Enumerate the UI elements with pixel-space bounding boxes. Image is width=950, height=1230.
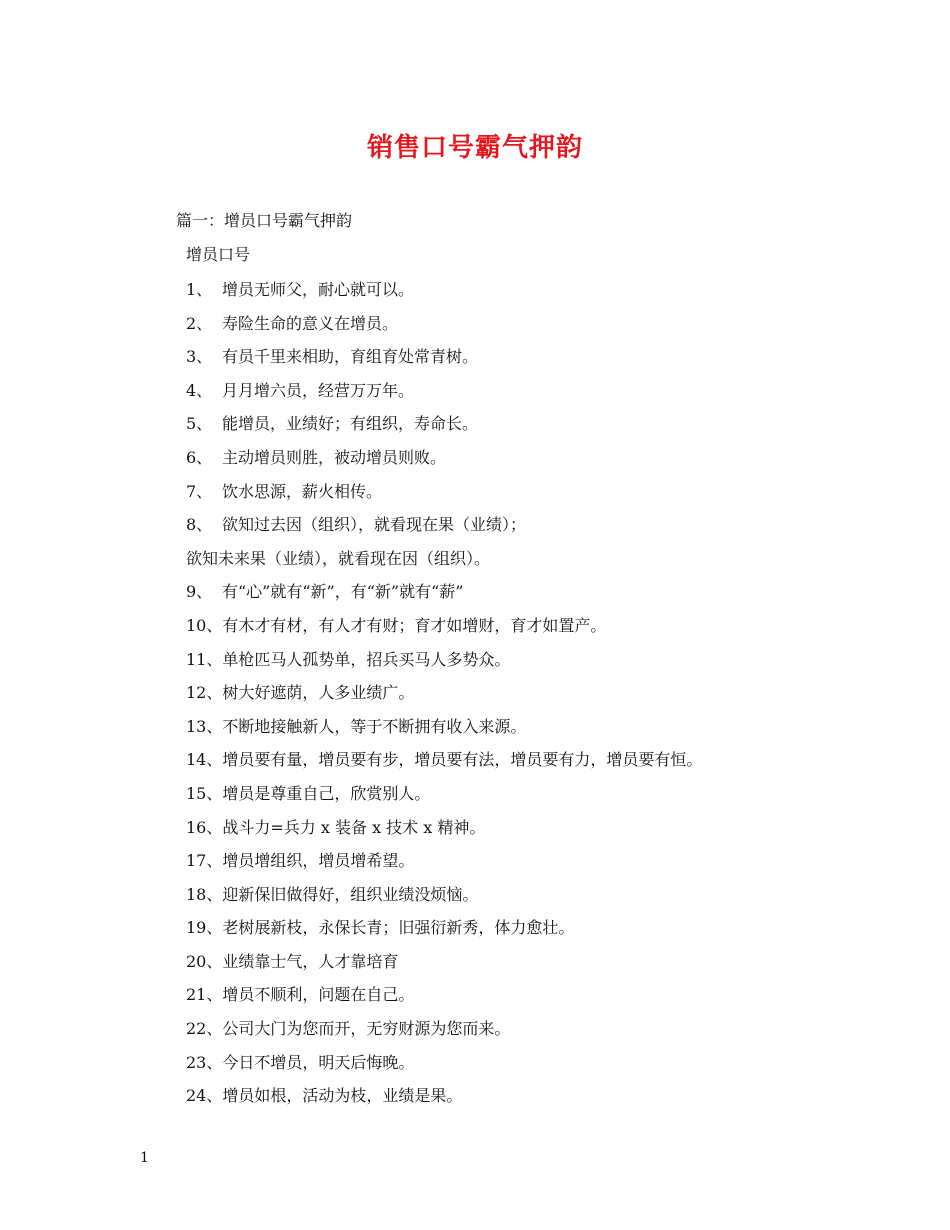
list-item-number: 2、: [186, 313, 213, 333]
list-item: [186, 911, 866, 945]
list-item-number: 7、: [186, 481, 213, 501]
list-item-text: 欲知未来果（业绩），就看现在因（组织）。: [186, 548, 491, 568]
list-item-text: 增员要有量，增员要有步，增员要有法，增员要有力，增员要有恒。: [222, 750, 703, 770]
list-item-number: 13、: [186, 716, 223, 736]
list-item: [186, 777, 866, 811]
list-item: [186, 441, 866, 475]
list-item: [186, 340, 866, 374]
list-item-text: 公司大门为您而开，无穷财源为您而来。: [222, 1019, 511, 1039]
list-item-text: 增员是尊重自己，欣赏别人。: [222, 783, 431, 803]
list-item-number: 15、: [186, 783, 223, 803]
list-item-number: 11、: [186, 649, 223, 669]
list-item-text: 有员千里来相助，育组育处常青树。: [222, 347, 479, 367]
list-item: [186, 273, 866, 307]
list-item: [186, 407, 866, 441]
list-item: [186, 844, 866, 878]
list-item-text: 增员不顺利，问题在自己。: [222, 985, 415, 1005]
list-item-text: 战斗力=兵力 x 装备 x 技术 x 精神。: [222, 817, 486, 837]
slogan-list: [186, 273, 866, 1113]
page-number: 1: [140, 1150, 149, 1166]
list-item: [186, 609, 866, 643]
list-item-text: 欲知过去因（组织），就看现在果（业绩）；: [222, 515, 527, 535]
list-item-text: 饮水思源，薪火相传。: [222, 481, 383, 501]
list-item: [186, 811, 866, 845]
list-item-text: 有木才有材，有人才有财；育才如增财，育才如置产。: [222, 615, 607, 635]
list-item: [186, 1079, 866, 1113]
list-item-number: 6、: [186, 447, 213, 467]
list-item-number: 18、: [186, 884, 223, 904]
list-item-number: 12、: [186, 683, 223, 703]
list-item-text: 今日不增员，明天后悔晚。: [222, 1052, 415, 1072]
list-item-number: 9、: [186, 582, 213, 602]
list-item-number: 19、: [186, 918, 223, 938]
list-item-number: 22、: [186, 1019, 223, 1039]
list-item-text: 有“心”就有“新”，有“新”就有“薪”: [222, 582, 464, 602]
list-item: [186, 374, 866, 408]
list-item-number: 10、: [186, 615, 223, 635]
list-item-number: 23、: [186, 1052, 223, 1072]
list-item-text: 树大好遮荫，人多业绩广。: [222, 683, 415, 703]
list-item-text: 单枪匹马人孤势单，招兵买马人多势众。: [222, 649, 511, 669]
list-item: [186, 542, 866, 576]
list-item: [186, 508, 866, 542]
list-item-text: 迎新保旧做得好，组织业绩没烦恼。: [222, 884, 479, 904]
list-item: [186, 710, 866, 744]
list-item-number: 4、: [186, 380, 213, 400]
list-item: [186, 878, 866, 912]
list-item-number: 24、: [186, 1086, 223, 1106]
list-item-number: 14、: [186, 750, 223, 770]
list-item: [186, 1012, 866, 1046]
list-item: [186, 575, 866, 609]
list-item: [186, 743, 866, 777]
list-item-text: 能增员，业绩好；有组织，寿命长。: [222, 414, 479, 434]
list-item: [186, 475, 866, 509]
list-item-number: 17、: [186, 851, 223, 871]
list-item-number: 1、: [186, 280, 213, 299]
list-item-number: 8、: [186, 515, 213, 535]
list-item-text: 增员增组织，增员增希望。: [222, 851, 415, 871]
section-heading: 篇一：增员口号霸气押韵: [176, 211, 353, 230]
list-item-text: 不断地接触新人，等于不断拥有收入来源。: [222, 716, 527, 736]
list-item-number: 21、: [186, 985, 223, 1005]
list-item-number: 16、: [186, 817, 223, 837]
list-item: [186, 1046, 866, 1080]
list-item: [186, 945, 866, 979]
list-item-number: 3、: [186, 347, 213, 367]
list-item-text: 老树展新枝，永保长青；旧强衍新秀，体力愈壮。: [222, 918, 575, 938]
subsection-heading: 增员口号: [186, 245, 251, 264]
list-item-text: 寿险生命的意义在增员。: [222, 313, 399, 333]
list-item: [186, 643, 866, 677]
list-item-number: 5、: [186, 414, 213, 434]
list-item-text: 主动增员则胜，被动增员则败。: [222, 447, 447, 467]
list-item-number: 20、: [186, 951, 223, 971]
list-item-text: 增员无师父，耐心就可以。: [222, 280, 415, 299]
list-item-text: 业绩靠士气，人才靠培育: [222, 951, 399, 971]
list-item: [186, 978, 866, 1012]
list-item: [186, 307, 866, 341]
list-item-text: 增员如根，活动为枝，业绩是果。: [222, 1086, 463, 1106]
list-item: [186, 676, 866, 710]
document-title: 销售口号霸气押韵: [366, 133, 583, 163]
list-item-text: 月月增六员，经营万万年。: [222, 380, 415, 400]
